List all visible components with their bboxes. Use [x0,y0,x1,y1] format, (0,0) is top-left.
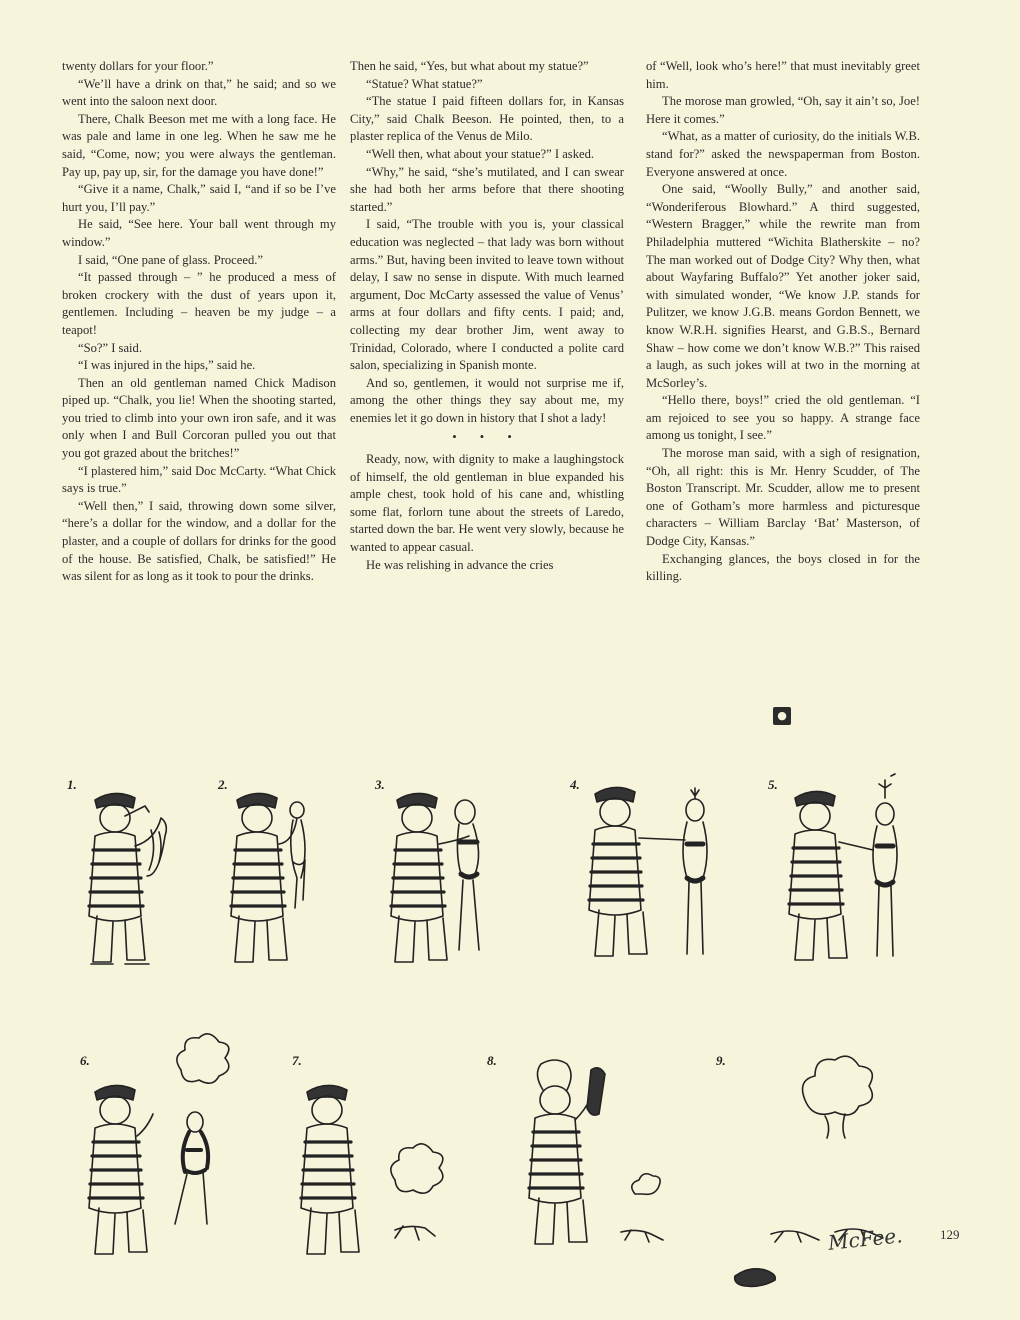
playboy-bunny-end-mark-icon: ● [773,707,791,725]
page-number: 129 [940,1227,960,1242]
text-column-2 [350,58,624,574]
article-paragraph: “So?” I said. [78,340,142,355]
article-paragraph: Ready, now, with dignity to make a laughingstock of himself, the old gentleman in blue expanded his ample chest, took hold of his cane and, whistling some flat, forlorn tune about the streets of Laredo, started down the bar. He went very slowly, because he wanted to appear casual. [350,452,624,555]
article-paragraph: “Hello there, boys!” cried the old gentleman. “I am rejoiced to see you so happy. A strange face among us tonight, I see.” [646,393,920,443]
article-paragraph: of “Well, look who’s here!” that must inevitably greet him. [646,59,920,91]
cartoon-panel-5 [789,774,897,960]
article-paragraph: “Give it a name, Chalk,” said I, “and if so be I’ve hurt you, I’ll pay.” [62,182,336,214]
article-paragraph: I said, “The trouble with you is, your classical education was neglected – that lady was born without arms.” But, having been invited to leave town without delay, I saw no sense in dispute. With much learned argument, Doc McCarty assessed the value of Venus’ arms at four dollars and fifty cents. I paid; and, collecting my dear brother Jim, went away to Trinidad, Colorado, where I conducted a polite card salon, specializing in Spanish monte. [350,217,624,373]
article-paragraph: “Well then,” I said, throwing down some silver, “here’s a dollar for the window, and a dollar for the plaster, and a couple of dollars for drinks for the good of the house. Be satisfied, Chalk, be satisfied!” He was silent for as long as it took to pour the drinks. [62,498,336,584]
article-paragraph: twenty dollars for your floor.” [62,59,214,73]
article-paragraph: Then he said, “Yes, but what about my statue?” [350,59,589,73]
article-paragraph: He was relishing in advance the cries [366,557,554,572]
panel-number: 1. [67,777,77,792]
article-paragraph: “The statue I paid fifteen dollars for, in Kansas City,” said Chalk Beeson. He pointed, then, to a plaster replica of the Venus de Milo. [350,94,624,144]
text-column-1 [62,58,336,586]
cartoon-panel-7 [301,1085,443,1254]
article-paragraph: He said, “See here. Your ball went through my window.” [62,217,336,249]
cartoon-panel-8 [529,1060,663,1244]
cartoon-panel-1 [89,793,166,964]
article-paragraph: The morose man said, with a sigh of resignation, “Oh, all right: this is Mr. Henry Scudder, of The Boston Transcript. Mr. Scudder, allow me to present one of Gotham’s more harmless and picturesque characters – William Barclay ‘Bat’ Masterson, of Dodge City, Kansas.” [646,446,920,549]
panel-number: 5. [768,777,778,792]
cartoon-panel-6 [89,1034,229,1254]
article-paragraph: I said, “One pane of glass. Proceed.” [78,252,263,267]
article-paragraph: “It passed through – ” he produced a mess of broken crockery with the dust of years upon it, gentlemen. Including – heaven be my judge – a teapot! [62,270,336,337]
panel-number: 8. [487,1053,497,1068]
cartoon-panel-3 [391,793,479,962]
text-column-3 [646,58,920,586]
panel-number: 7. [292,1053,302,1068]
cartoon-panel-9 [735,1056,883,1286]
panel-number: 6. [80,1053,90,1068]
cartoonist-signature: McFee. [826,1223,904,1255]
panel-number: 9. [716,1053,726,1068]
article-paragraph: “Statue? What statue?” [366,76,483,91]
article-paragraph: And so, gentlemen, it would not surprise me if, among the other things they say about me, my enemies let it go down in history that I shot a lady! [350,375,624,425]
article-paragraph: • • • [452,430,522,445]
article-paragraph: One said, “Woolly Bully,” and another said, “Wonderiferous Blowhard.” A third suggested, “Western Bragger,” while the rewrite man from Philadelphia muttered “Wichita Blatherskite – no? The man worked out of Dodge City? Why then, what about Wayfaring Buffalo?” Yet another joker said, with simulated wonder, “We know J.P. stands for Pulitzer, we know J.G.B. means Gordon Bennett, we know W.R.H. signifies Hearst, and G.B.S., Bernard Shaw – how come we don’t know W.B.?” This raised a laugh, as such jokes will at two in the morning at McSorley’s. [646,182,920,390]
article-paragraph: “Why,” he said, “she’s mutilated, and I can swear she had both her arms before that there shooting started.” [350,164,624,214]
article-paragraph: Then an old gentleman named Chick Madison piped up. “Chalk, you lie! When the shooting started, you tried to climb into your own iron safe, and it was only when I and Bull Corcoran pulled you out that you got grazed about the britches!” [62,375,336,461]
article-paragraph: “I was injured in the hips,” said he. [78,358,256,373]
article-paragraph: Exchanging glances, the boys closed in for the killing. [646,551,920,584]
cartoon-panel-2 [231,793,305,962]
panel-number: 2. [218,777,228,792]
article-paragraph: “We’ll have a drink on that,” he said; and so we went into the saloon next door. [62,76,336,109]
panel-number: 3. [375,777,385,792]
article-paragraph: “I plastered him,” said Doc McCarty. “What Chick says is true.” [62,463,336,496]
article-paragraph: “Well then, what about your statue?” I asked. [366,146,595,161]
article-paragraph: The morose man growled, “Oh, say it ain’t so, Joe! Here it comes.” [646,94,920,126]
cartoon-panel-4 [589,787,707,956]
article-paragraph: “What, as a matter of curiosity, do the initials W.B. stand for?” asked the newspaperman from Boston. Everyone answered at once. [646,129,920,179]
panel-number: 4. [570,777,580,792]
article-paragraph: There, Chalk Beeson met me with a long face. He was pale and lame in one leg. When he saw me he said, “Come, now; you were always the gentleman. Pay up, pay up, sir, for the damage you have done!” [62,111,336,179]
